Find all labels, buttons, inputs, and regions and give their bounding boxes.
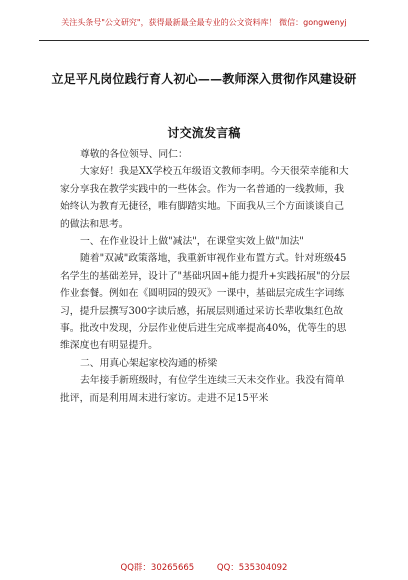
section-heading-1: 一、在作业设计上做"减法"，在课堂实效上做"加法" bbox=[80, 236, 304, 248]
section-heading-2: 二、用真心架起家校沟通的桥梁 bbox=[80, 357, 218, 369]
document-body bbox=[60, 146, 350, 407]
salutation: 尊敬的各位领导、同仁： bbox=[80, 149, 188, 160]
paragraph-home-visit: 去年接手新班级时，有位学生连续三天未交作业。我没有简单批评，而是利用周末进行家访。走进不足15平米 bbox=[60, 375, 345, 404]
header-divider bbox=[39, 40, 369, 41]
footer-contact bbox=[0, 561, 408, 573]
paragraph-homework: 随着"双减"政策落地，我重新审视作业布置方式。针对班级45名学生的基础差异，设计了"基础巩固+能力提升+实践拓展"的分层作业套餐。例如在《圆明园的毁灭》一课中，基础层完成生字词练习，提升层撰写300字读后感，拓展层则通过采访长辈收集红色故事。批改中发现，分层作业使后进生完成率提高40%，优等生的思维深度也有明显提升。 bbox=[60, 253, 350, 352]
document-title-line2: 讨交流发言稿 bbox=[167, 126, 241, 140]
document-title-line1: 立足平凡岗位践行育人初心——教师深入贯彻作风建设研 bbox=[51, 72, 357, 86]
promo-banner: 关注头条号"公文研究"，获得最新最全最专业的公文资料库！ 微信：gongwenyj bbox=[61, 18, 347, 27]
footer-qq-group: QQ群：30265665 bbox=[120, 563, 195, 573]
footer-qq: QQ：535304092 bbox=[216, 563, 288, 573]
paragraph-intro: 大家好！我是XX学校五年级语文教师李明。今天很荣幸能和大家分享我在教学实践中的一些体会。作为一名普通的一线教师，我始终认为教育无捷径，唯有脚踏实地。下面我从三个方面谈谈自己的做法和思考。 bbox=[60, 166, 349, 230]
